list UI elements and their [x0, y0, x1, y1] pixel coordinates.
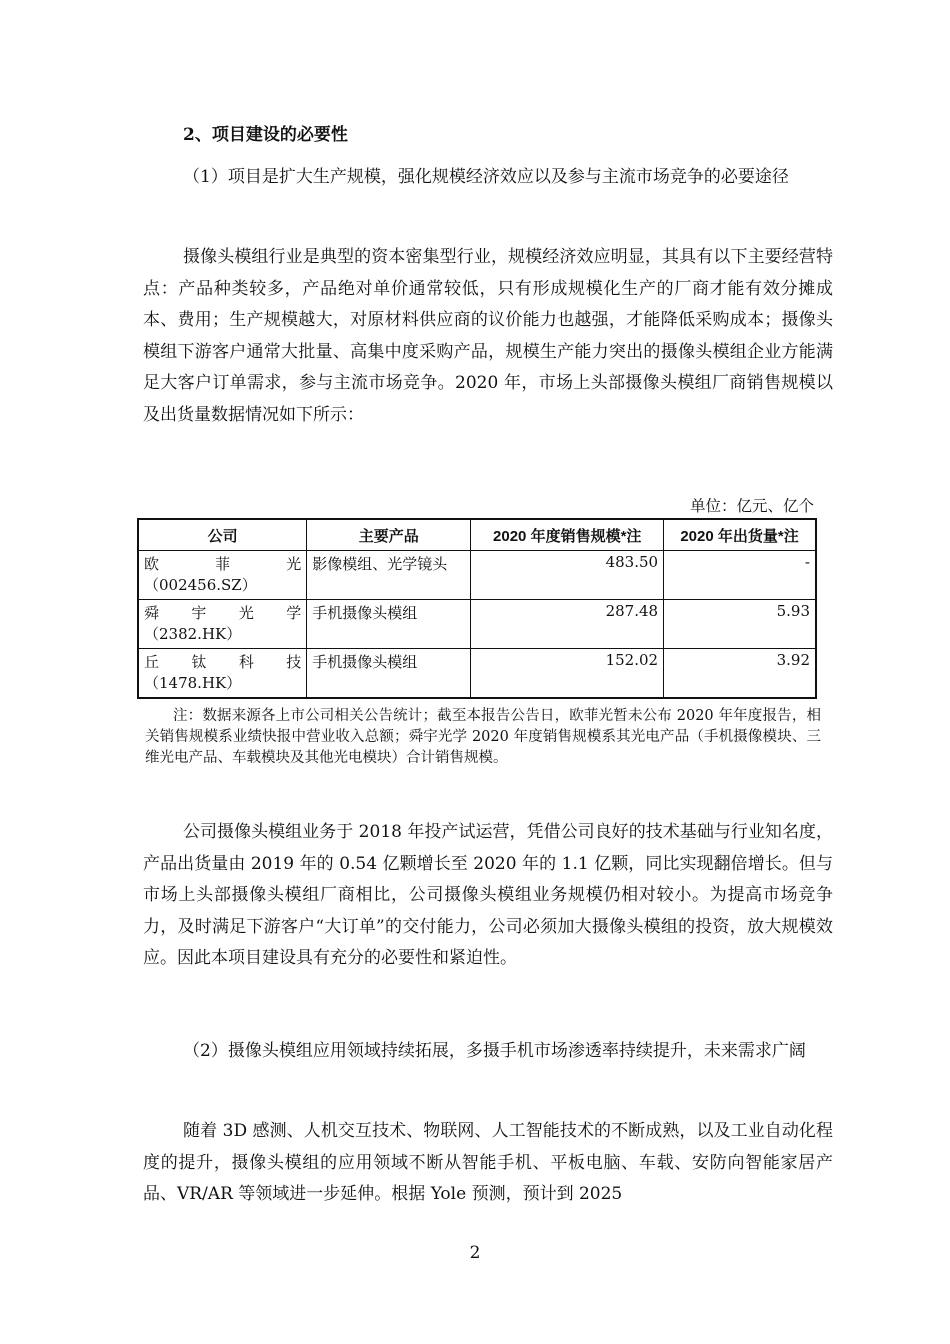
table-header-row [138, 519, 816, 551]
subheading-2: （2）摄像头模组应用领域持续拓展，多摄手机市场渗透率持续提升，未来需求广阔 [183, 1041, 806, 1061]
sales-table [137, 518, 817, 699]
header-shipments: 2020 年出货量*注 [664, 519, 816, 551]
sales-cell: 152.02 [471, 649, 664, 699]
header-product: 主要产品 [307, 519, 471, 551]
product-cell: 影像模组、光学镜头 [307, 551, 471, 600]
page-number: 2 [469, 1243, 481, 1263]
company-cell [138, 649, 307, 699]
table-row [138, 649, 816, 699]
company-name: 丘钛科技 [144, 653, 302, 671]
product-cell: 手机摄像头模组 [307, 649, 471, 699]
shipments-cell: - [664, 551, 816, 600]
paragraph-1: 摄像头模组行业是典型的资本密集型行业，规模经济效应明显，其具有以下主要经营特点：产品种类较多，产品绝对单价通常较低，只有形成规模化生产的厂商才能有效分摊成本、费用；生产规模越大，对原材料供应商的议价能力也越强，才能降低采购成本；摄像头模组下游客户通常大批量、高集中度采购产品，规模生产能力突出的摄像头模组企业方能满足大客户订单需求，参与主流市场竞争。2020 年，市场上头部摄像头模组厂商销售规模以及出货量数据情况如下所示： [143, 247, 833, 425]
company-code: （002456.SZ） [144, 576, 257, 594]
table-row [138, 551, 816, 600]
company-code: （2382.HK） [144, 625, 242, 643]
shipments-cell: 3.92 [664, 649, 816, 699]
company-name: 舜宇光学 [144, 604, 302, 622]
company-code: （1478.HK） [144, 674, 242, 692]
table-unit: 单位：亿元、亿个 [689, 497, 814, 515]
paragraph-3: 随着 3D 感测、人机交互技术、物联网、人工智能技术的不断成熟，以及工业自动化程度的提升，摄像头模组的应用领域不断从智能手机、平板电脑、车载、安防向智能家居产品、VR/AR 等领域进一步延伸。根据 Yole 预测，预计到 2025 [143, 1121, 833, 1204]
shipments-cell: 5.93 [664, 600, 816, 649]
company-cell [138, 600, 307, 649]
table-row [138, 600, 816, 649]
sales-cell: 483.50 [471, 551, 664, 600]
sales-cell: 287.48 [471, 600, 664, 649]
header-sales: 2020 年度销售规模*注 [471, 519, 664, 551]
paragraph-2: 公司摄像头模组业务于 2018 年投产试运营，凭借公司良好的技术基础与行业知名度，产品出货量由 2019 年的 0.54 亿颗增长至 2020 年的 1.1 亿颗，同比实现翻倍增长。但与市场上头部摄像头模组厂商相比，公司摄像头模组业务规模仍相对较小。为提高市场竞争力，及时满足下游客户“大订单”的交付能力，公司必须加大摄像头模组的投资，放大规模效应。因此本项目建设具有充分的必要性和紧迫性。 [143, 822, 833, 968]
company-name: 欧菲光 [144, 555, 302, 573]
table-note: 注：数据来源各上市公司相关公告统计；截至本报告公告日，欧菲光暂未公布 2020 年年度报告，相关销售规模系业绩快报中营业收入总额；舜宇光学 2020 年度销售规模系其光电产品（手机摄像模块、三维光电产品、车载模块及其他光电模块）合计销售规模。 [145, 708, 821, 766]
product-cell: 手机摄像头模组 [307, 600, 471, 649]
subheading-1: （1）项目是扩大生产规模，强化规模经济效应以及参与主流市场竞争的必要途径 [183, 167, 789, 187]
section-heading: 2、项目建设的必要性 [183, 125, 348, 145]
company-cell [138, 551, 307, 600]
header-company: 公司 [138, 519, 307, 551]
